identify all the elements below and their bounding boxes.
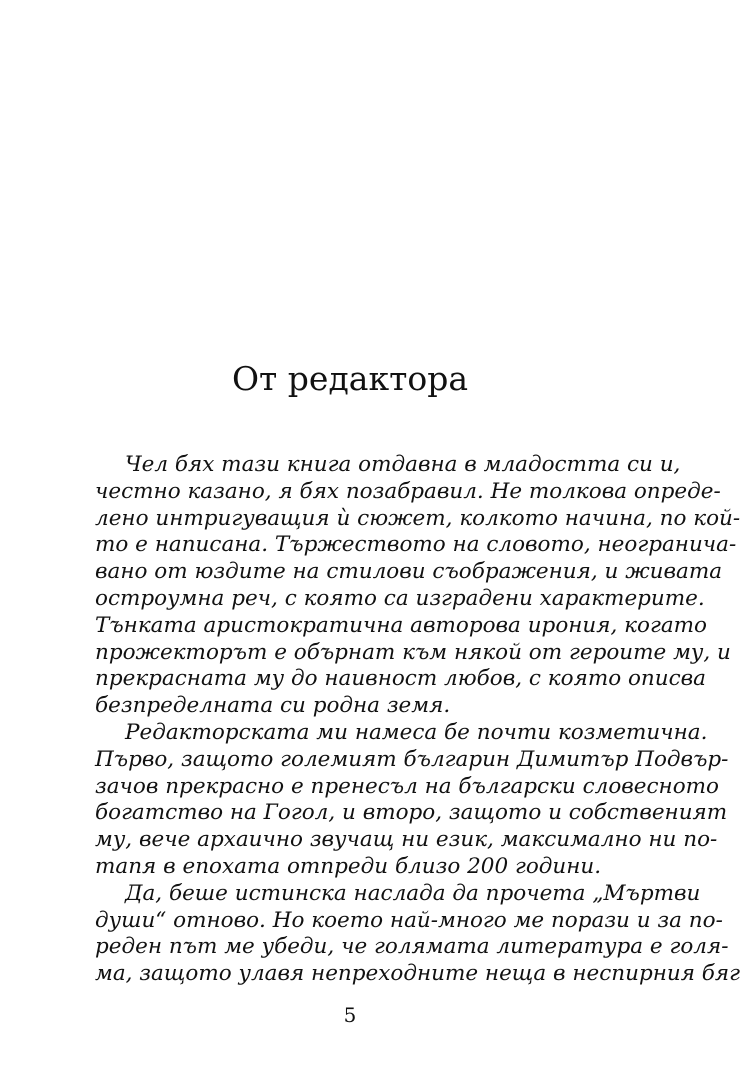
text-line: вано от юздите на стилови съображения, и живата [95, 559, 723, 585]
text-line: честно казано, я бях позабравил. Не толкова опреде- [95, 478, 721, 504]
text-line: Тънката аристократична авторова ирония, когато [95, 612, 707, 638]
text-line: тапя в епохата отпреди близо 200 години. [95, 853, 602, 879]
text-line: Редакторската ми намеса бе почти козметична. [125, 719, 708, 745]
text-line: Чел бях тази книга отдавна в младостта си и, [125, 452, 681, 477]
paragraph [95, 719, 729, 881]
text-line: прожекторът е обърнат към някой от героите му, и [95, 639, 731, 665]
text-line: лено интригуващия ѝ сюжет, колкото начина, по кой- [95, 505, 740, 531]
text-line: зачов прекрасно е пренесъл на български словесното [95, 773, 719, 799]
text-line: реден път ме убеди, че голямата литература е голя- [95, 934, 729, 960]
text-line: Да, беше истинска наслада да прочета „Мъртви [125, 880, 701, 906]
text-line: ма, защото улавя непреходните неща в неспирния бяг [95, 961, 740, 987]
text-line: остроумна реч, с която са изградени характерите. [95, 585, 705, 611]
text-line: прекрасната му до наивност любов, с която описва [95, 666, 706, 692]
text-line: богатство на Гогол, и второ, защото и собственият [95, 800, 728, 826]
page-number: 5 [343, 1003, 357, 1027]
text-line: то е написана. Тържеството на словото, неогранича- [95, 532, 737, 558]
body-text [95, 452, 740, 988]
text-line: безпределната си родна земя. [95, 693, 451, 719]
paragraph [95, 452, 740, 720]
text-line: души“ отново. Но което най-много ме порази и за по- [95, 907, 723, 933]
text-line: му, вече архаично звучащ ни език, максимално ни по- [95, 827, 718, 853]
chapter-title: От редактора [232, 359, 468, 398]
paragraph [95, 880, 740, 988]
text-line: Първо, защото големият българин Димитър Подвър- [95, 746, 729, 772]
